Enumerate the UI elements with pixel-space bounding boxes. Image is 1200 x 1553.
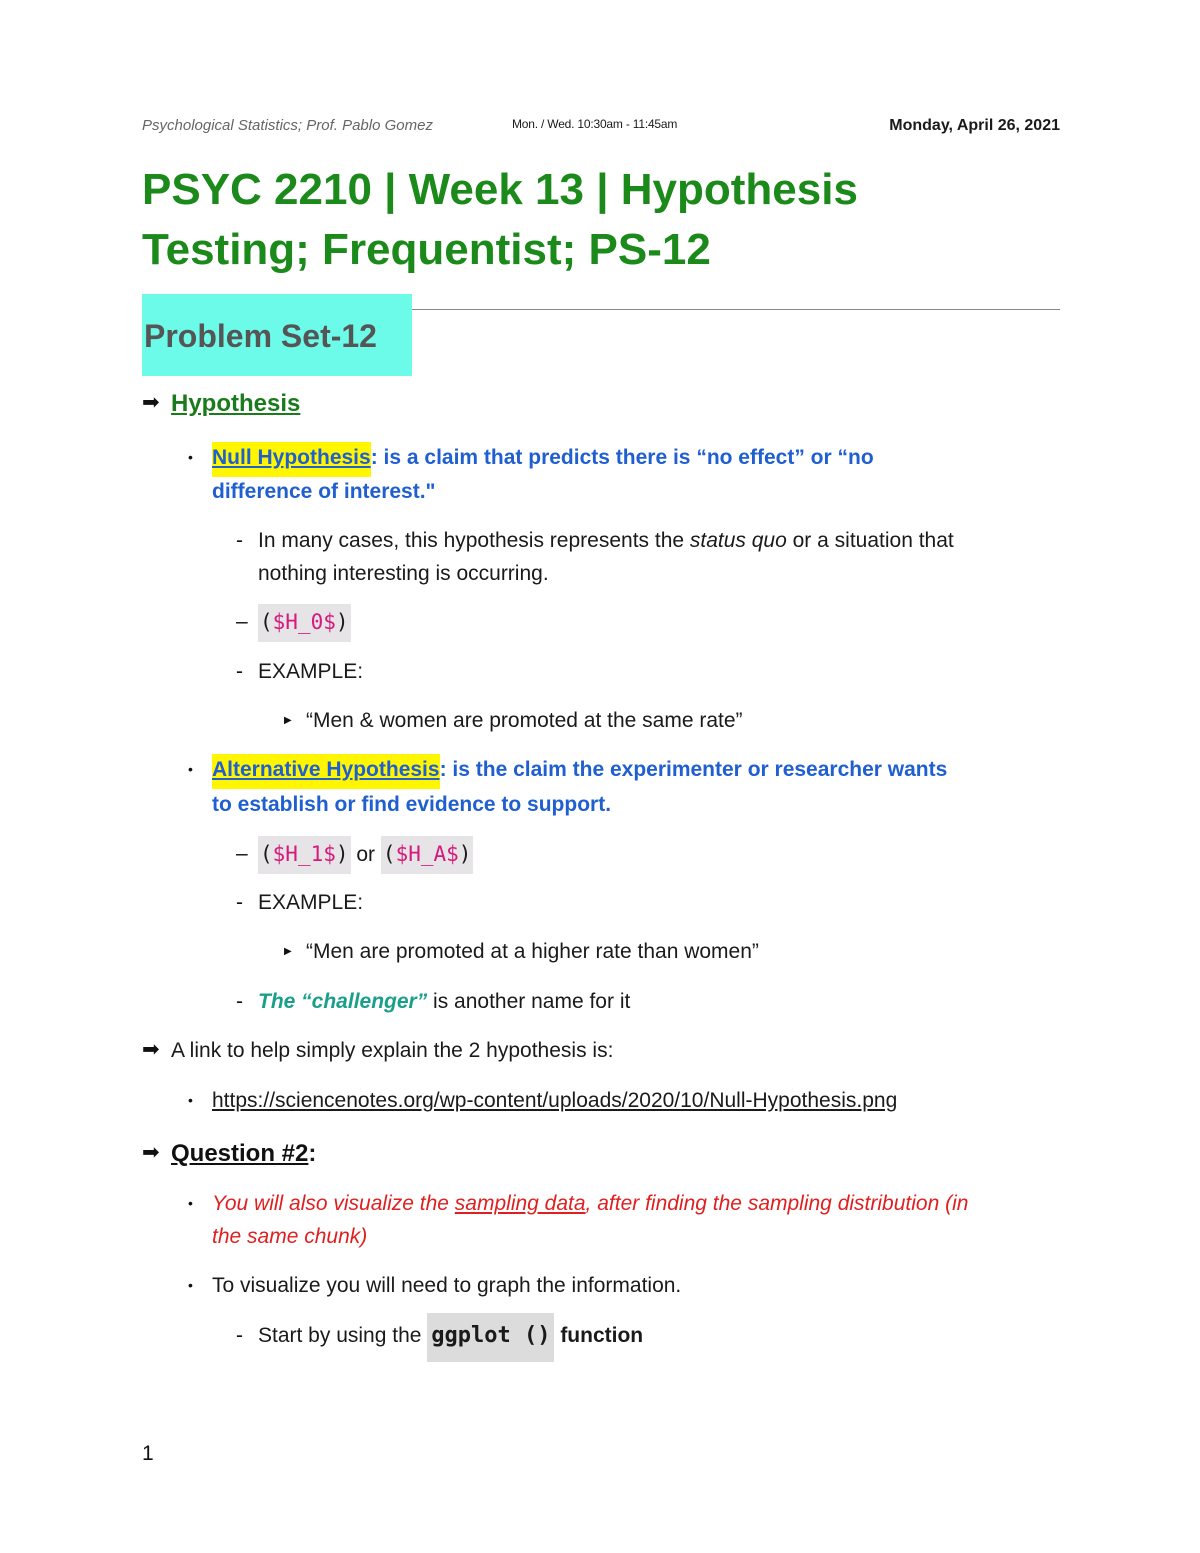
null-example: [306, 704, 743, 738]
dash-icon: -: [236, 891, 243, 914]
q2-item2-text: To visualize you will need to graph the information.: [212, 1274, 682, 1297]
dash-icon: -: [236, 660, 243, 683]
dash-icon: –: [236, 610, 248, 633]
hypothesis-heading[interactable]: [171, 387, 300, 422]
header-date: Monday, April 26, 2021: [889, 117, 1060, 134]
null-symbol-code: ($H_0$): [258, 604, 351, 642]
dash-icon: -: [236, 990, 243, 1013]
null-example-label: [258, 655, 363, 689]
dash-icon: -: [236, 1324, 243, 1347]
alt-example-text: “Men are promoted at a higher rate than women”: [306, 940, 759, 963]
alt-example-label: [258, 886, 363, 920]
alt-hypothesis-definition: [212, 753, 947, 787]
ggplot-instruction: [258, 1319, 643, 1353]
arrow-icon: ➡: [142, 1141, 160, 1164]
title-line-2: Testing; Frequentist; PS-12: [142, 225, 711, 274]
null-def-line-2: [212, 475, 436, 509]
alt-def-line-2-text: to establish or find evidence to support.: [212, 793, 612, 816]
header-schedule: Mon. / Wed. 10:30am - 11:45am: [512, 117, 678, 131]
null-note-a: In many cases, this hypothesis represents the: [258, 529, 690, 552]
ggplot-instruction-a: Start by using the: [258, 1324, 428, 1347]
challenger-note: [258, 985, 630, 1019]
q2-item1-a: You will also visualize the: [212, 1192, 455, 1215]
dash-icon: –: [236, 842, 248, 865]
or-text: or: [356, 843, 376, 866]
question-2-colon: :: [308, 1140, 317, 1167]
sampling-data-text: sampling data: [454, 1192, 586, 1215]
header-course: Psychological Statistics; Prof. Pablo Gomez: [142, 117, 433, 134]
q2-item1-line2-text: the same chunk): [212, 1225, 368, 1248]
page-header: [142, 117, 1060, 141]
alt-symbols: [258, 837, 473, 872]
link-section-intro: [171, 1034, 613, 1068]
null-note-line-2: [258, 557, 549, 591]
alt-def-line-2: [212, 788, 611, 822]
question-2-heading-text: Question #2: [171, 1140, 309, 1167]
question-2-item-2: [212, 1269, 681, 1303]
null-note-line-2-text: nothing interesting is occurring.: [258, 562, 549, 585]
bullet-icon: •: [188, 1092, 193, 1108]
q2-item1-b: , after finding the sampling distribution (in: [585, 1192, 969, 1215]
dash-icon: -: [236, 529, 243, 552]
ggplot-code: ggplot (): [427, 1313, 554, 1362]
null-def-line-2-text: difference of interest.": [212, 480, 436, 503]
arrow-icon: ➡: [142, 1038, 160, 1061]
null-note-b: or a situation that: [786, 529, 954, 552]
question-2-heading: [171, 1137, 316, 1172]
challenger-rest: is another name for it: [427, 990, 631, 1013]
bullet-icon: •: [188, 1195, 193, 1211]
status-quo-text: status quo: [689, 529, 787, 552]
null-hypothesis-term[interactable]: Null Hypothesis: [212, 442, 371, 477]
bullet-icon: •: [188, 449, 193, 465]
page-title: [142, 160, 1062, 280]
null-example-text: “Men & women are promoted at the same rate”: [306, 709, 743, 732]
alt-hypothesis-term[interactable]: Alternative Hypothesis: [212, 754, 440, 789]
arrow-icon: ➡: [142, 391, 160, 414]
alt-example-label-text: EXAMPLE:: [258, 891, 364, 914]
null-hypothesis-definition: [212, 441, 874, 475]
title-line-1: PSYC 2210 | Week 13 | Hypothesis: [142, 165, 858, 214]
triangle-bullet-icon: ▶: [284, 946, 292, 957]
bullet-icon: •: [188, 1277, 193, 1293]
alt-symbol-2-code: ($H_A$): [381, 836, 474, 874]
triangle-bullet-icon: ▶: [284, 715, 292, 726]
null-example-label-text: EXAMPLE:: [258, 660, 364, 683]
question-2-item-1: [212, 1187, 968, 1221]
null-hypothesis-url[interactable]: https://sciencenotes.org/wp-content/uploads/2020/10/Null-Hypothesis.png: [212, 1089, 898, 1112]
link-section-text: A link to help simply explain the 2 hypothesis is:: [171, 1039, 614, 1062]
alt-symbol-1-code: ($H_1$): [258, 836, 351, 874]
question-2-item-1-line-2: [212, 1220, 367, 1254]
ggplot-instruction-b: function: [554, 1324, 644, 1347]
bullet-icon: •: [188, 761, 193, 777]
page-number: 1: [142, 1442, 154, 1465]
problem-set-heading-text: Problem Set-12: [144, 318, 377, 354]
problem-set-heading: [142, 294, 412, 376]
challenger-term: The “challenger”: [258, 990, 428, 1013]
null-note-line-1: [258, 524, 954, 558]
alt-example: [306, 935, 759, 969]
null-hypothesis-url-line[interactable]: [212, 1084, 897, 1118]
alt-def-line-1: : is the claim the experimenter or researcher wants: [439, 758, 948, 781]
null-def-line-1: : is a claim that predicts there is “no effect” or “no: [370, 446, 874, 469]
hypothesis-heading-link[interactable]: Hypothesis: [171, 390, 301, 417]
null-symbol: [258, 605, 351, 640]
